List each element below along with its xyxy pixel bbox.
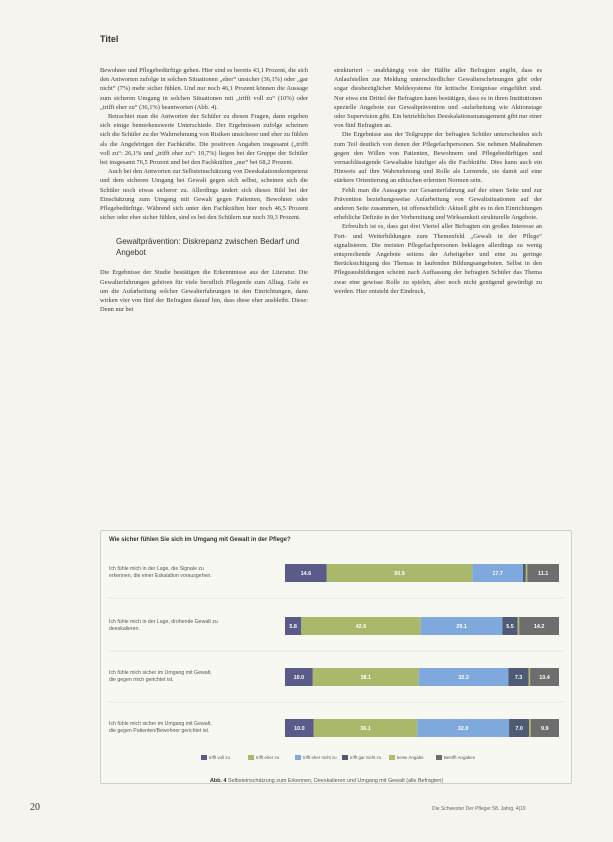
legend-label: trifft eher zu [256,755,280,760]
data-label: 50.9 [394,571,405,577]
data-label: 11.1 [538,571,549,577]
category-label: Ich fühle mich sicher im Umgang mit Gewalt, [109,670,212,676]
data-label: 5.5 [506,624,514,630]
subheading: Gewaltprävention: Diskrepanz zwischen Bedarf und Angebot [116,237,300,258]
category-label: Ich fühle mich in der Lage, drohende Gewalt zu [109,619,218,625]
legend-label: keine Angabe [397,755,424,760]
figure-caption [210,778,443,784]
category-label: die gegen mich gerichtet ist. [109,677,174,683]
legend-label: trifft gar nicht zu [350,755,382,760]
paragraph: Die Ergebnisse der Studie bestätigen die Erkenntnisse aus der Literatur. Die Gewalterfahrungen gehören für viele beruflich Pflegende zum Alltag. Geht es um die Aufarbeitung solcher Gewalterfahrungen in den Einrichtungen, dann wirken vier von fünf der Befragten darauf hin, dass diese eher ausbleibt. Diese: Denn nur bei [100,269,308,314]
data-label: 14.6 [300,571,312,577]
paragraph: Betrachtet man die Antworten der Schüler zu diesen Fragen, dann ergeben sich einige bemerkenswerte Unterschiede. Der Ergebnissen zufolge scheinen sich die Schüler zu der Wahrnehmung von Risiken unsicherer und eher zu fühlen als die Angehörigen der Fachkräfte. Die positiven Angaben insgesamt („trifft voll zu“: 26,1% und „trifft eher zu“: 10,7%) liegen bei der Gruppe der Schüler bei insgesamt 76,5 Prozent und bei den Fachkräften „nur“ bei 68,2 Prozent. [100,113,308,167]
paragraph: strukturiert – unabhängig von der Hälfte aller Befragten angibt, dass es Anlaufstellen zur Meldung unterschiedlicher Gewalterscheinungen gibt oder sogar diesbezüglicher Meldesysteme für kritische Ereignisse eingeführt sind. Nur etwa ein Drittel der Befragten kann bestätigen, dass es in ihren Institutionen spezielle Angebote zur Gewaltprävention und -aufarbeitung wie Aktionstage oder Supervision gibt. Ein betriebliches Deeskalationsmanagement gibt nur einer von fünf Befragten an. [334,67,542,130]
caption-label: Abb. 4 [210,778,227,784]
data-label: 14.2 [533,624,545,630]
paragraph: Erfreulich ist es, dass gut drei Viertel aller Befragten ein großes Interesse an Fort- und Weiterbildungen zum Themenfeld „Gewalt in der Pflege“ signalisieren. Die meisten Pflegefachpersonen beklagen allerdings zu wenig entsprechende Angebote seitens der Arbeitgeber und eine zu geringe Berücksichtigung des Themas in laufenden Bildungsangeboten. Selbst in den Pflegeausbildungen scheint nach Auffassung der befragten Schüler das Thema zwar eine gewisse Rolle zu spielen, aber noch nicht genügend gewürdigt zu werden. Hier entsteht der Eindruck, [334,223,542,295]
category-label: Ich fühle mich sicher im Umgang mit Gewalt, [109,721,212,727]
data-label: 7.3 [514,675,523,681]
bar-segment [518,617,519,635]
chart-title: Wie sicher fühlen Sie sich im Umgang mit Gewalt in der Pflege? [109,537,291,543]
data-label: 5.8 [289,624,297,630]
category-label: die gegen Patienten/Bewohner gerichtet ist. [109,728,210,734]
data-label: 10.4 [539,675,550,681]
data-label: 10.0 [293,675,305,681]
bar-segment [529,668,530,686]
legend-label: Betrifft Angaben [444,755,476,760]
data-label: 9.9 [541,726,549,732]
legend-swatch [389,755,395,760]
legend-label: trifft eher nicht zu [303,755,337,760]
category-label: Ich fühle mich in der Lage, die Signale zu [109,566,204,572]
section-header: Titel [100,34,119,44]
paragraph: Die Ergebnisse aus der Teilgruppe der befragten Schüler unterscheiden sich zum Teil deutlich von denen der Pflegefachpersonen. Sie nehmen Maßnahmen gegen den Willen von Patienten, Bewohnern und Pflegebedürftigen und vernachlässigende Gewaltakte häufiger als die Fachkräfte. Dies kann auch ein Hinweis auf ihre Wahrnehmung und Rolle als Lernende, sie damit auf eine stärkere Orientierung an ethischen erlernten Normen sein. [334,131,542,185]
paragraph: Auch bei den Antworten zur Selbsteinschätzung von Deeskalationskompetenz und dem sicheren Umgang bei Gewalt gegen sich selbst, scheinen sich die Schüler noch etwas sicherer zu. Allerdings ändert sich dieses Bild bei der Einschätzung zum Umgang mit Gewalt gegen Patienten, Bewohner oder Pflegebedürftige. Während sich unter den Fachkräften hier noch 46,5 Prozent sicher oder eher sicher fühlen, sind es bei den Schülern nur noch 39,3 Prozent. [100,168,308,222]
paragraph: Fehlt man die Aussagen zur Gesamterfahrung auf der einen Seite und zur Prävention beziehungsweise Aufarbeitung von Gewaltsituationen auf der anderen Seite zusammen, ist offensichtlich: Aktuell gibt es in den Einrichtungen erhebliche Defizite in der Vorbereitung und Wirksamkeit strukturelle Angebote. [334,186,542,222]
legend-swatch [342,755,348,760]
data-label: 7.0 [515,726,523,732]
data-label: 29.1 [456,624,467,630]
data-label: 32.0 [457,726,469,732]
legend-label: trifft voll zu [209,755,230,760]
right-column [334,66,542,296]
category-label: erkennen, die einer Eskalation vorausgehen. [109,573,212,579]
legend-swatch [201,755,207,760]
data-label: 10.0 [294,726,305,732]
data-label: 38.1 [360,675,371,681]
bar-segment [529,719,530,737]
page-number: 20 [30,802,40,813]
bar-segment [526,564,527,582]
legend-swatch [248,755,254,760]
bar-segment [523,564,526,582]
stacked-bar-chart [101,531,571,776]
left-column [100,66,308,314]
data-label: 32.3 [458,675,469,681]
legend-swatch [295,755,301,760]
data-label: 42.6 [355,624,367,630]
data-label: 36.1 [360,726,371,732]
chart-figure [100,530,572,784]
legend-swatch [436,755,442,760]
publication-footer: Die Schwester Der Pfleger 58. Jahrg. 4|19 [432,806,526,812]
category-label: deeskalieren. [109,626,140,632]
caption-text: Selbsteinschätzung zum Erkennen, Deeskalieren und Umgang mit Gewalt (alle Befragten) [227,778,444,784]
paragraph: Bewohner und Pflegebedürftige gehen. Hier sind es bereits 43,1 Prozent, die sich den Antworten zufolge in solchen Situationen „eher“ unsicher (36,1%) oder „gar nicht“ (7%) mehr sicher fühlen. Und nur noch 46,1 Prozent können die Aussage zum sicheren Umgang in solchen Situationen mit „trifft voll zu“ (10%) oder „trifft eher zu“ (36,1%) beantworten (Abb. 4). [100,67,308,111]
data-label: 17.7 [492,571,503,577]
